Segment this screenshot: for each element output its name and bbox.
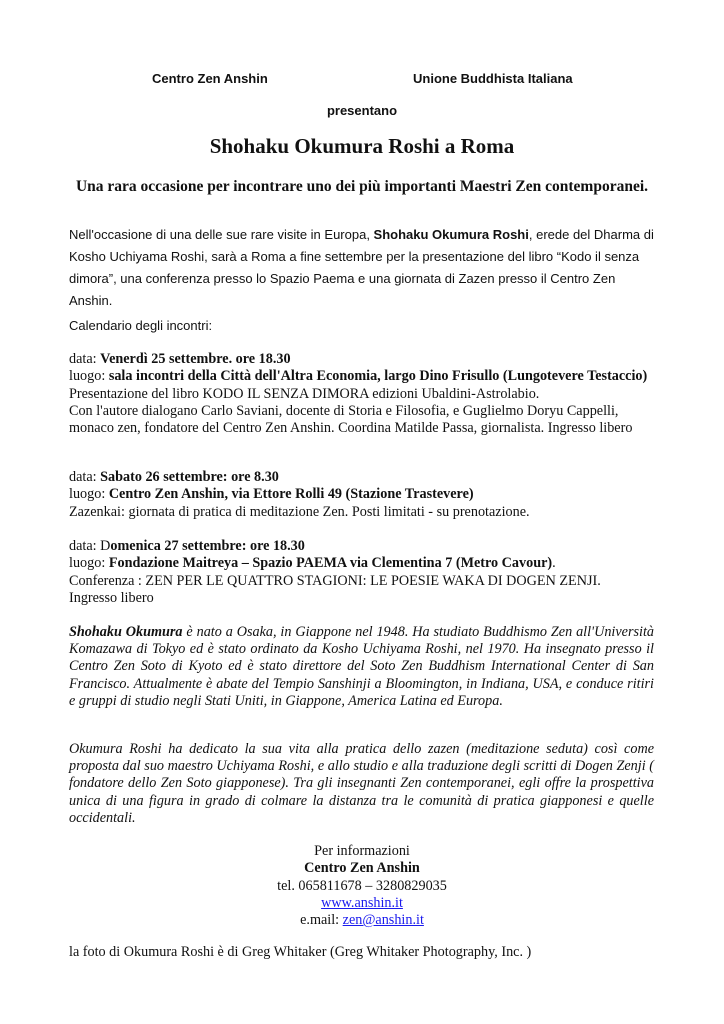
email-link[interactable]: zen@anshin.it <box>342 912 424 929</box>
bio-paragraph-1: Shohaku Okumura è nato a Osaka, in Giappone nel 1948. Ha studiato Buddhismo Zen all'Università Komazawa di Tokyo ed è stato ordinato da Kosho Uchiyama Roshi, nel 1970. Ha insegnato presso il Centro Zen Soto di Kyoto ed è stato direttore del Soto Zen Buddhism International Center di San Francisco. Attualmente è abate del Tempio Sanshinji a Bloomington, in Indiana, USA, e conduce ritiri e gruppi di studio negli Stati Uniti, in Giappone, America Latina ed Europa. <box>69 624 654 709</box>
page-subtitle: Una rara occasione per incontrare uno dei più importanti Maestri Zen contemporanei. <box>75 178 649 195</box>
intro-name: Shohaku Okumura Roshi <box>373 227 529 242</box>
event-location: luogo: Fondazione Maitreya – Spazio PAEMA via Clementina 7 (Metro Cavour). <box>69 555 556 572</box>
photo-credit: la foto di Okumura Roshi è di Greg Whitaker (Greg Whitaker Photography, Inc. ) <box>69 944 532 960</box>
organizer-left: Centro Zen Anshin <box>152 71 268 86</box>
contact-org: Centro Zen Anshin <box>304 860 420 877</box>
bio-name: Shohaku Okumura <box>69 624 183 640</box>
organizer-right: Unione Buddhista Italiana <box>413 71 573 86</box>
event-1 <box>69 351 669 437</box>
event-description: Ingresso libero <box>69 589 154 606</box>
contact-phone: tel. 065811678 – 3280829035 <box>277 877 447 894</box>
event-2 <box>69 469 669 521</box>
contact-email: e.mail: zen@anshin.it <box>300 912 424 929</box>
event-3 <box>69 538 669 607</box>
intro-line-1: Nell'occasione di una delle sue rare visite in Europa, Shohaku Okumura Roshi, erede del Dharma di <box>69 227 654 242</box>
bio-paragraph-2: Okumura Roshi ha dedicato la sua vita alla pratica dello zazen (meditazione seduta) così come proposta dal suo maestro Uchiyama Roshi, e allo studio e alla traduzione degli scritti di Dogen Zenji ( fondatore dello Zen Soto giapponese). Tra gli insegnanti Zen contemporanei, egli offre la prospettiva unica di una figura in grado di colmare la distanza tra le comunità di pratica giapponesi e quelle occidentali. <box>69 741 654 826</box>
event-description: Zazenkai: giornata di pratica di meditazione Zen. Posti limitati - su prenotazione. <box>69 503 530 520</box>
intro-line-4: Anshin. <box>69 293 113 308</box>
event-location: luogo: sala incontri della Città dell'Altra Economia, largo Dino Frisullo (Lungotevere Testaccio) <box>69 368 648 385</box>
contact-heading: Per informazioni <box>314 843 410 859</box>
website-link[interactable]: www.anshin.it <box>321 894 403 911</box>
event-description: Presentazione del libro KODO IL SENZA DIMORA edizioni Ubaldini-Astrolabio. <box>69 385 540 402</box>
page-title: Shohaku Okumura Roshi a Roma <box>209 134 515 158</box>
contact-block <box>0 843 724 929</box>
intro-paragraph <box>69 224 659 312</box>
event-location: luogo: Centro Zen Anshin, via Ettore Rolli 49 (Stazione Trastevere) <box>69 486 474 503</box>
event-date: data: Venerdì 25 settembre. ore 18.30 <box>69 351 291 367</box>
presentano-label: presentano <box>326 103 398 118</box>
contact-website <box>0 895 724 912</box>
event-description: Con l'autore dialogano Carlo Saviani, docente di Storia e Filosofia, e Guglielmo Doryu Cappelli, <box>69 402 619 419</box>
event-date: data: Sabato 26 settembre: ore 8.30 <box>69 469 279 485</box>
calendar-heading: Calendario degli incontri: <box>69 318 213 333</box>
event-date: data: Domenica 27 settembre: ore 18.30 <box>69 538 305 554</box>
event-description: monaco zen, fondatore del Centro Zen Anshin. Coordina Matilde Passa, giornalista. Ingresso libero <box>69 420 633 437</box>
intro-line-2: Kosho Uchiyama Roshi, sarà a Roma a fine settembre per la presentazione del libro “Kodo il senza <box>69 249 640 264</box>
event-description: Conferenza : ZEN PER LE QUATTRO STAGIONI: LE POESIE WAKA DI DOGEN ZENJI. <box>69 572 601 589</box>
intro-line-3: dimora”, una conferenza presso lo Spazio Paema e una giornata di Zazen presso il Centro Zen <box>69 271 616 286</box>
